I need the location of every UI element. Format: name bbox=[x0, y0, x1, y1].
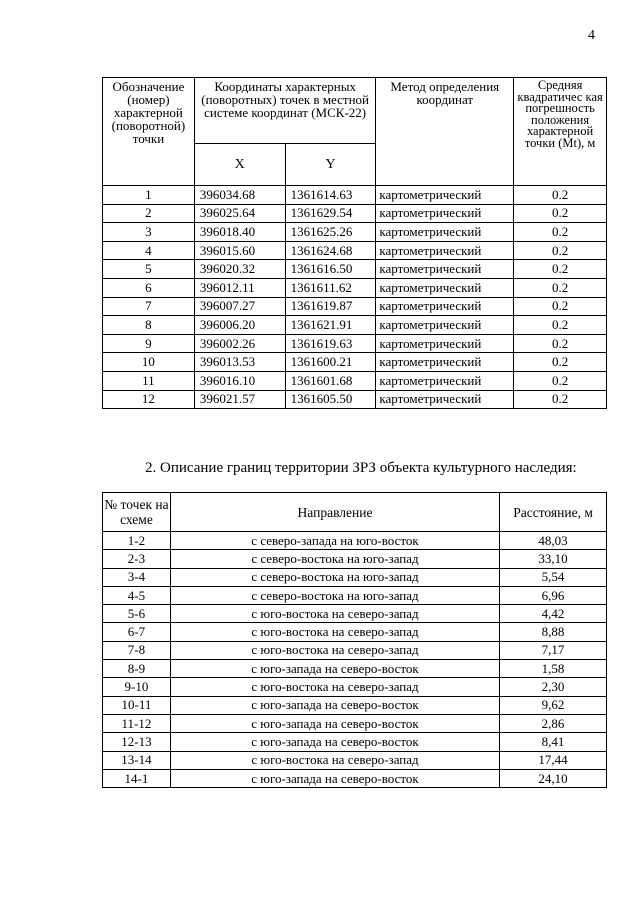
header-coordinates: Координаты характерных (поворотных) точек в местной системе координат (МСК-22) bbox=[194, 78, 376, 144]
table-row bbox=[103, 605, 607, 623]
accuracy-cell: 0.2 bbox=[514, 297, 607, 316]
accuracy-cell: 0.2 bbox=[514, 371, 607, 390]
accuracy-cell: 0.2 bbox=[514, 260, 607, 279]
header-point-designation: Обозначение (номер) характерной (поворотной) точки bbox=[103, 78, 195, 186]
table-row bbox=[103, 371, 607, 390]
segment-distance: 8,41 bbox=[500, 733, 607, 751]
segment-points: 4-5 bbox=[103, 586, 171, 604]
accuracy-cell: 0.2 bbox=[514, 223, 607, 242]
coordinate-y: 1361600.21 bbox=[285, 353, 376, 372]
table-row bbox=[103, 223, 607, 242]
table-row bbox=[103, 586, 607, 604]
table-row bbox=[103, 641, 607, 659]
segment-points: 3-4 bbox=[103, 568, 171, 586]
coordinate-y: 1361619.87 bbox=[285, 297, 376, 316]
point-number: 12 bbox=[103, 390, 195, 409]
segment-direction: с юго-запада на северо-восток bbox=[170, 769, 499, 787]
table-row bbox=[103, 568, 607, 586]
header-y: Y bbox=[285, 144, 376, 186]
coordinate-x: 396012.11 bbox=[194, 278, 285, 297]
border-description-table bbox=[102, 492, 607, 788]
method-cell: картометрический bbox=[376, 223, 514, 242]
segment-points: 11-12 bbox=[103, 714, 171, 732]
method-cell: картометрический bbox=[376, 334, 514, 353]
coordinate-y: 1361621.91 bbox=[285, 316, 376, 335]
segment-direction: с юго-запада на северо-восток bbox=[170, 733, 499, 751]
coordinate-x: 396021.57 bbox=[194, 390, 285, 409]
coordinate-y: 1361625.26 bbox=[285, 223, 376, 242]
point-number: 3 bbox=[103, 223, 195, 242]
segment-direction: с северо-востока на юго-запад bbox=[170, 568, 499, 586]
method-cell: картометрический bbox=[376, 204, 514, 223]
coordinate-x: 396034.68 bbox=[194, 186, 285, 205]
header-direction: Направление bbox=[170, 493, 499, 532]
method-cell: картометрический bbox=[376, 316, 514, 335]
table-row bbox=[103, 696, 607, 714]
segment-distance: 9,62 bbox=[500, 696, 607, 714]
accuracy-cell: 0.2 bbox=[514, 204, 607, 223]
table-row bbox=[103, 186, 607, 205]
table-row bbox=[103, 204, 607, 223]
header-x: X bbox=[194, 144, 285, 186]
point-number: 2 bbox=[103, 204, 195, 223]
accuracy-cell: 0.2 bbox=[514, 278, 607, 297]
segment-points: 6-7 bbox=[103, 623, 171, 641]
coordinate-y: 1361605.50 bbox=[285, 390, 376, 409]
segment-direction: с юго-востока на северо-запад bbox=[170, 605, 499, 623]
coordinates-header-row bbox=[103, 78, 607, 144]
coordinate-x: 396018.40 bbox=[194, 223, 285, 242]
point-number: 8 bbox=[103, 316, 195, 335]
coordinate-y: 1361611.62 bbox=[285, 278, 376, 297]
table-row bbox=[103, 390, 607, 409]
segment-direction: с северо-востока на юго-запад bbox=[170, 550, 499, 568]
coordinate-x: 396006.20 bbox=[194, 316, 285, 335]
segment-points: 2-3 bbox=[103, 550, 171, 568]
table-row bbox=[103, 334, 607, 353]
table-row bbox=[103, 751, 607, 769]
coordinate-x: 396016.10 bbox=[194, 371, 285, 390]
table-row bbox=[103, 297, 607, 316]
segment-points: 12-13 bbox=[103, 733, 171, 751]
segment-points: 7-8 bbox=[103, 641, 171, 659]
table-row bbox=[103, 623, 607, 641]
accuracy-cell: 0.2 bbox=[514, 186, 607, 205]
header-accuracy: Средняя квадратичес кая погрешность положения характерной точки (Mt), м bbox=[514, 78, 607, 186]
segment-points: 13-14 bbox=[103, 751, 171, 769]
accuracy-cell: 0.2 bbox=[514, 241, 607, 260]
point-number: 7 bbox=[103, 297, 195, 316]
table-row bbox=[103, 241, 607, 260]
point-number: 1 bbox=[103, 186, 195, 205]
segment-points: 14-1 bbox=[103, 769, 171, 787]
segment-distance: 2,30 bbox=[500, 678, 607, 696]
segment-direction: с юго-запада на северо-восток bbox=[170, 714, 499, 732]
segment-direction: с юго-востока на северо-запад bbox=[170, 678, 499, 696]
segment-direction: с юго-востока на северо-запад bbox=[170, 751, 499, 769]
segment-points: 9-10 bbox=[103, 678, 171, 696]
section-2-title: 2. Описание границ территории ЗРЗ объекта культурного наследия: bbox=[145, 460, 577, 476]
segment-distance: 4,42 bbox=[500, 605, 607, 623]
coordinate-x: 396013.53 bbox=[194, 353, 285, 372]
segment-distance: 8,88 bbox=[500, 623, 607, 641]
coordinate-y: 1361619.63 bbox=[285, 334, 376, 353]
segment-distance: 48,03 bbox=[500, 532, 607, 550]
table-row bbox=[103, 678, 607, 696]
table-row bbox=[103, 316, 607, 335]
coordinate-y: 1361601.68 bbox=[285, 371, 376, 390]
table-row bbox=[103, 532, 607, 550]
table-row bbox=[103, 260, 607, 279]
segment-distance: 24,10 bbox=[500, 769, 607, 787]
coordinate-y: 1361614.63 bbox=[285, 186, 376, 205]
segment-points: 8-9 bbox=[103, 660, 171, 678]
segment-direction: с юго-востока на северо-запад bbox=[170, 641, 499, 659]
table-row bbox=[103, 714, 607, 732]
segment-direction: с юго-востока на северо-запад bbox=[170, 623, 499, 641]
segment-points: 5-6 bbox=[103, 605, 171, 623]
point-number: 4 bbox=[103, 241, 195, 260]
segment-points: 1-2 bbox=[103, 532, 171, 550]
method-cell: картометрический bbox=[376, 353, 514, 372]
method-cell: картометрический bbox=[376, 260, 514, 279]
segment-distance: 1,58 bbox=[500, 660, 607, 678]
point-number: 11 bbox=[103, 371, 195, 390]
segment-direction: с северо-востока на юго-запад bbox=[170, 586, 499, 604]
table-row bbox=[103, 353, 607, 372]
coordinate-x: 396025.64 bbox=[194, 204, 285, 223]
segment-direction: с юго-запада на северо-восток bbox=[170, 660, 499, 678]
segment-distance: 33,10 bbox=[500, 550, 607, 568]
segment-points: 10-11 bbox=[103, 696, 171, 714]
accuracy-cell: 0.2 bbox=[514, 316, 607, 335]
coordinate-y: 1361629.54 bbox=[285, 204, 376, 223]
method-cell: картометрический bbox=[376, 390, 514, 409]
table-row bbox=[103, 733, 607, 751]
coordinate-x: 396002.26 bbox=[194, 334, 285, 353]
accuracy-cell: 0.2 bbox=[514, 353, 607, 372]
method-cell: картометрический bbox=[376, 371, 514, 390]
coordinate-x: 396015.60 bbox=[194, 241, 285, 260]
segment-direction: с северо-запада на юго-восток bbox=[170, 532, 499, 550]
coordinates-table bbox=[102, 77, 607, 409]
table-row bbox=[103, 660, 607, 678]
table-row bbox=[103, 550, 607, 568]
method-cell: картометрический bbox=[376, 241, 514, 260]
coordinate-y: 1361624.68 bbox=[285, 241, 376, 260]
accuracy-cell: 0.2 bbox=[514, 334, 607, 353]
border-header-row bbox=[103, 493, 607, 532]
coordinate-x: 396020.32 bbox=[194, 260, 285, 279]
method-cell: картометрический bbox=[376, 297, 514, 316]
coordinate-y: 1361616.50 bbox=[285, 260, 376, 279]
point-number: 9 bbox=[103, 334, 195, 353]
segment-direction: с юго-запада на северо-восток bbox=[170, 696, 499, 714]
segment-distance: 5,54 bbox=[500, 568, 607, 586]
method-cell: картометрический bbox=[376, 278, 514, 297]
page-number: 4 bbox=[588, 28, 595, 43]
point-number: 6 bbox=[103, 278, 195, 297]
segment-distance: 17,44 bbox=[500, 751, 607, 769]
point-number: 5 bbox=[103, 260, 195, 279]
table-row bbox=[103, 769, 607, 787]
method-cell: картометрический bbox=[376, 186, 514, 205]
segment-distance: 6,96 bbox=[500, 586, 607, 604]
coordinate-x: 396007.27 bbox=[194, 297, 285, 316]
header-distance: Расстояние, м bbox=[500, 493, 607, 532]
accuracy-cell: 0.2 bbox=[514, 390, 607, 409]
table-row bbox=[103, 278, 607, 297]
point-number: 10 bbox=[103, 353, 195, 372]
segment-distance: 7,17 bbox=[500, 641, 607, 659]
segment-distance: 2,86 bbox=[500, 714, 607, 732]
header-points: № точек на схеме bbox=[103, 493, 171, 532]
header-method: Метод определения координат bbox=[376, 78, 514, 186]
